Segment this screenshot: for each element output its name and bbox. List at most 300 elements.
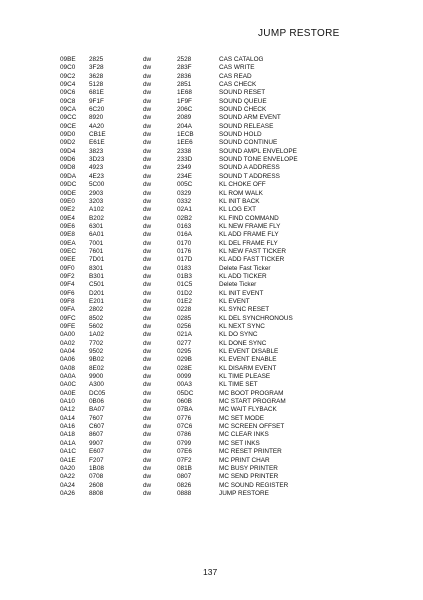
address-cell: 09FA (60, 306, 75, 314)
address-cell: 09C0 (60, 64, 76, 72)
address-cell: 0A1C (60, 448, 76, 456)
value-cell: 07C6 (177, 423, 193, 431)
bytes-cell: 2608 (89, 481, 104, 489)
value-cell: 2089 (177, 114, 192, 122)
table-row (0, 473, 423, 481)
address-cell: 09BE (60, 56, 76, 63)
table-row (0, 89, 423, 97)
table-row (0, 323, 423, 331)
directive-cell: dw (143, 147, 152, 155)
address-cell: 09FE (60, 323, 76, 330)
bytes-cell: 3D23 (89, 156, 105, 164)
label-cell: KL INIT EVENT (219, 289, 264, 297)
table-row (0, 490, 423, 498)
directive-cell: dw (143, 164, 152, 172)
value-cell: 233D (177, 156, 193, 164)
table-row (0, 164, 423, 172)
label-cell: KL DEL SYNCHRONOUS (219, 314, 293, 322)
value-cell: 0285 (177, 314, 192, 322)
value-cell: 029B (177, 356, 192, 364)
label-cell: MC SEND PRINTER (219, 473, 279, 481)
bytes-cell: E61E (89, 139, 105, 147)
bytes-cell: D201 (89, 289, 105, 297)
label-cell: MC SET MODE (219, 414, 264, 422)
label-cell: KL NEXT SYNC (219, 323, 265, 330)
label-cell: KL EVENT ENABLE (219, 356, 277, 364)
directive-cell: dw (143, 464, 152, 472)
bytes-cell: 3203 (89, 197, 104, 205)
table-row (0, 331, 423, 339)
directive-cell: dw (143, 289, 152, 297)
directive-cell: dw (143, 481, 152, 489)
directive-cell: dw (143, 281, 152, 289)
address-cell: 0A06 (60, 356, 75, 364)
label-cell: SOUND CONTINUE (219, 139, 278, 147)
bytes-cell: 681E (89, 89, 104, 97)
table-row (0, 256, 423, 264)
directive-cell: dw (143, 314, 152, 322)
value-cell: 060B (177, 398, 192, 406)
value-cell: 2338 (177, 147, 192, 155)
address-cell: 0A1E (60, 456, 76, 464)
address-cell: 09E6 (60, 222, 75, 230)
table-row (0, 106, 423, 114)
table-row (0, 448, 423, 456)
directive-cell: dw (143, 489, 152, 497)
table-row (0, 123, 423, 131)
directive-cell: dw (143, 197, 152, 205)
table-row (0, 465, 423, 473)
address-cell: 09EA (60, 239, 76, 247)
value-cell: 234E (177, 172, 192, 180)
directive-cell: dw (143, 122, 152, 130)
table-row (0, 248, 423, 256)
table-row (0, 223, 423, 231)
directive-cell: dw (143, 189, 152, 197)
directive-cell: dw (143, 256, 152, 264)
bytes-cell: 5602 (89, 323, 104, 330)
value-cell: 0176 (177, 247, 192, 255)
directive-cell: dw (143, 114, 152, 122)
address-cell: 09E8 (60, 231, 75, 239)
value-cell: 01B3 (177, 272, 192, 280)
address-cell: 09E4 (60, 214, 75, 222)
bytes-cell: 4A20 (89, 122, 104, 130)
bytes-cell: 6A01 (89, 231, 104, 239)
value-cell: 2851 (177, 81, 192, 89)
bytes-cell: 4E23 (89, 172, 104, 180)
bytes-cell: 7001 (89, 239, 104, 247)
table-row (0, 365, 423, 373)
value-cell: 0799 (177, 439, 192, 447)
table-row (0, 215, 423, 223)
value-cell: 081B (177, 464, 192, 472)
label-cell: KL ADD FRAME FLY (219, 231, 279, 239)
bytes-cell: 9900 (89, 373, 104, 381)
value-cell: 0295 (177, 348, 192, 356)
label-cell: SOUND ARM EVENT (219, 114, 281, 122)
label-cell: SOUND T ADDRESS (219, 172, 280, 180)
value-cell: 0099 (177, 373, 192, 381)
table-row (0, 181, 423, 189)
table-row (0, 156, 423, 164)
bytes-cell: 3628 (89, 72, 104, 80)
label-cell: CAS WRITE (219, 64, 255, 72)
table-row (0, 373, 423, 381)
directive-cell: dw (143, 81, 152, 89)
table-row (0, 298, 423, 306)
directive-cell: dw (143, 398, 152, 406)
page-number: 137 (203, 567, 218, 577)
label-cell: MC CLEAR INKS (219, 431, 269, 439)
directive-cell: dw (143, 56, 152, 63)
directive-cell: dw (143, 323, 152, 330)
label-cell: KL DEL FRAME FLY (219, 239, 278, 247)
label-cell: KL CHOKE OFF (219, 181, 266, 189)
label-cell: MC BOOT PROGRAM (219, 389, 284, 397)
address-cell: 09D6 (60, 156, 76, 164)
bytes-cell: 4923 (89, 164, 104, 172)
table-row (0, 240, 423, 248)
table-row (0, 306, 423, 314)
value-cell: 0163 (177, 222, 192, 230)
label-cell: KL SYNC RESET (219, 306, 270, 314)
label-cell: KL NEW FAST TICKER (219, 247, 286, 255)
directive-cell: dw (143, 72, 152, 80)
address-cell: 0A04 (60, 348, 75, 356)
address-cell: 09F0 (60, 264, 75, 272)
bytes-cell: 8808 (89, 489, 104, 497)
value-cell: 01C5 (177, 281, 193, 289)
label-cell: KL FIND COMMAND (219, 214, 279, 222)
label-cell: MC WAIT FLYBACK (219, 406, 277, 414)
value-cell: 1F9F (177, 97, 192, 105)
label-cell: SOUND QUEUE (219, 97, 267, 105)
directive-cell: dw (143, 272, 152, 280)
value-cell: 0332 (177, 197, 192, 205)
address-cell: 0A20 (60, 464, 75, 472)
directive-cell: dw (143, 348, 152, 356)
value-cell: 0826 (177, 481, 192, 489)
bytes-cell: B301 (89, 272, 104, 280)
table-row (0, 440, 423, 448)
value-cell: 2528 (177, 56, 192, 63)
bytes-cell: 6301 (89, 222, 104, 230)
directive-cell: dw (143, 414, 152, 422)
directive-cell: dw (143, 423, 152, 431)
address-cell: 0A02 (60, 339, 75, 347)
directive-cell: dw (143, 373, 152, 381)
table-row (0, 315, 423, 323)
address-cell: 09E0 (60, 197, 75, 205)
label-cell: KL EVENT DISABLE (219, 348, 279, 356)
address-cell: 09C6 (60, 89, 76, 97)
table-row (0, 81, 423, 89)
directive-cell: dw (143, 306, 152, 314)
directive-cell: dw (143, 389, 152, 397)
label-cell: MC SOUND REGISTER (219, 481, 289, 489)
table-row (0, 131, 423, 139)
address-cell: 09CA (60, 106, 76, 114)
address-cell: 09D2 (60, 139, 76, 147)
label-cell: KL INIT BACK (219, 197, 260, 205)
label-cell: Delete Ticker (219, 281, 257, 289)
value-cell: 2349 (177, 164, 192, 172)
label-cell: KL DONE SYNC (219, 339, 267, 347)
label-cell: KL NEW FRAME FLY (219, 222, 281, 230)
address-cell: 09C2 (60, 72, 76, 80)
label-cell: KL ADD FAST TICKER (219, 256, 285, 264)
address-cell: 09D0 (60, 131, 76, 139)
bytes-cell: 2802 (89, 306, 104, 314)
table-row (0, 64, 423, 72)
address-cell: 09F8 (60, 297, 75, 305)
address-cell: 09CE (60, 122, 76, 130)
bytes-cell: 5C00 (89, 181, 105, 189)
address-cell: 0A0E (60, 389, 76, 397)
label-cell: SOUND RELEASE (219, 122, 274, 130)
directive-cell: dw (143, 231, 152, 239)
table-row (0, 482, 423, 490)
address-cell: 09E2 (60, 206, 75, 214)
label-cell: SOUND CHECK (219, 106, 267, 114)
directive-cell: dw (143, 139, 152, 147)
value-cell: 0329 (177, 189, 192, 197)
address-cell: 0A0A (60, 373, 76, 381)
directive-cell: dw (143, 331, 152, 339)
bytes-cell: 9907 (89, 439, 104, 447)
address-cell: 0A12 (60, 406, 75, 414)
table-row (0, 356, 423, 364)
directive-cell: dw (143, 172, 152, 180)
value-cell: 0888 (177, 489, 192, 497)
bytes-cell: 9B02 (89, 356, 104, 364)
bytes-cell: A300 (89, 381, 104, 389)
value-cell: 07E6 (177, 448, 192, 456)
bytes-cell: 8607 (89, 431, 104, 439)
label-cell: MC SET INKS (219, 439, 260, 447)
table-row (0, 423, 423, 431)
directive-cell: dw (143, 448, 152, 456)
value-cell: 02B2 (177, 214, 192, 222)
address-cell: 0A22 (60, 473, 75, 481)
value-cell: 0786 (177, 431, 192, 439)
address-cell: 09DC (60, 181, 77, 189)
directive-cell: dw (143, 214, 152, 222)
table-row (0, 114, 423, 122)
bytes-cell: B202 (89, 214, 104, 222)
directive-cell: dw (143, 381, 152, 389)
address-cell: 09C8 (60, 97, 76, 105)
bytes-cell: CB1E (89, 131, 106, 139)
value-cell: 00A3 (177, 381, 192, 389)
value-cell: 0170 (177, 239, 192, 247)
table-row (0, 273, 423, 281)
address-cell: 0A14 (60, 414, 75, 422)
bytes-cell: 7601 (89, 247, 104, 255)
directive-cell: dw (143, 431, 152, 439)
address-cell: 0A1A (60, 439, 76, 447)
label-cell: KL ADD TICKER (219, 272, 267, 280)
value-cell: 0183 (177, 264, 192, 272)
label-cell: SOUND RESET (219, 89, 266, 97)
value-cell: 0277 (177, 339, 192, 347)
bytes-cell: 7D01 (89, 256, 105, 264)
directive-cell: dw (143, 64, 152, 72)
bytes-cell: 2903 (89, 189, 104, 197)
value-cell: 0256 (177, 323, 192, 330)
bytes-cell: 7702 (89, 339, 104, 347)
value-cell: 07F2 (177, 456, 192, 464)
bytes-cell: 9502 (89, 348, 104, 356)
bytes-cell: 3F28 (89, 64, 104, 72)
label-cell: KL EVENT (219, 297, 250, 305)
bytes-cell: 1B08 (89, 464, 104, 472)
table-row (0, 98, 423, 106)
value-cell: 0228 (177, 306, 192, 314)
address-cell: 09F2 (60, 272, 75, 280)
table-row (0, 348, 423, 356)
address-cell: 0A08 (60, 364, 75, 372)
directive-cell: dw (143, 247, 152, 255)
value-cell: 016A (177, 231, 192, 239)
table-row (0, 415, 423, 423)
directive-cell: dw (143, 264, 152, 272)
directive-cell: dw (143, 97, 152, 105)
bytes-cell: BA07 (89, 406, 105, 414)
label-cell: KL TIME SET (219, 381, 258, 389)
bytes-cell: A102 (89, 206, 104, 214)
bytes-cell: 2825 (89, 56, 104, 63)
bytes-cell: 8920 (89, 114, 104, 122)
label-cell: SOUND HOLD (219, 131, 262, 139)
table-row (0, 56, 423, 64)
table-row (0, 173, 423, 181)
value-cell: 283F (177, 64, 192, 72)
directive-cell: dw (143, 89, 152, 97)
address-cell: 0A26 (60, 489, 75, 497)
bytes-cell: 3823 (89, 147, 104, 155)
address-cell: 0A10 (60, 398, 75, 406)
directive-cell: dw (143, 239, 152, 247)
value-cell: 017D (177, 256, 193, 264)
directive-cell: dw (143, 206, 152, 214)
directive-cell: dw (143, 131, 152, 139)
value-cell: 2836 (177, 72, 192, 80)
value-cell: 206C (177, 106, 193, 114)
table-row (0, 265, 423, 273)
directive-cell: dw (143, 297, 152, 305)
address-cell: 09F4 (60, 281, 75, 289)
address-cell: 0A16 (60, 423, 75, 431)
value-cell: 1ECB (177, 131, 194, 139)
label-cell: SOUND AMPL ENVELOPE (219, 147, 297, 155)
jump-table-listing (0, 56, 423, 498)
label-cell: MC RESET PRINTER (219, 448, 282, 456)
value-cell: 005C (177, 181, 193, 189)
bytes-cell: C501 (89, 281, 105, 289)
value-cell: 204A (177, 122, 192, 130)
bytes-cell: 1A02 (89, 331, 104, 339)
label-cell: CAS CHECK (219, 81, 257, 89)
address-cell: 0A00 (60, 331, 75, 339)
bytes-cell: F207 (89, 456, 104, 464)
label-cell: KL LOG EXT (219, 206, 257, 214)
value-cell: 01D2 (177, 289, 193, 297)
bytes-cell: 8502 (89, 314, 104, 322)
label-cell: JUMP RESTORE (219, 489, 269, 497)
value-cell: 021A (177, 331, 192, 339)
value-cell: 1E68 (177, 89, 192, 97)
bytes-cell: 5128 (89, 81, 104, 89)
directive-cell: dw (143, 156, 152, 164)
label-cell: CAS CATALOG (219, 56, 264, 63)
address-cell: 09CC (60, 114, 77, 122)
address-cell: 09FC (60, 314, 76, 322)
value-cell: 1EE6 (177, 139, 193, 147)
address-cell: 09DE (60, 189, 76, 197)
directive-cell: dw (143, 106, 152, 114)
table-row (0, 281, 423, 289)
label-cell: SOUND TONE ENVELOPE (219, 156, 298, 164)
bytes-cell: E201 (89, 297, 104, 305)
address-cell: 0A18 (60, 431, 75, 439)
value-cell: 02A1 (177, 206, 192, 214)
directive-cell: dw (143, 364, 152, 372)
table-row (0, 340, 423, 348)
table-row (0, 206, 423, 214)
address-cell: 09C4 (60, 81, 76, 89)
value-cell: 07BA (177, 406, 193, 414)
bytes-cell: 9F1F (89, 97, 104, 105)
label-cell: CAS READ (219, 72, 252, 80)
bytes-cell: 0708 (89, 473, 104, 481)
directive-cell: dw (143, 406, 152, 414)
address-cell: 0A24 (60, 481, 75, 489)
table-row (0, 457, 423, 465)
label-cell: Delete Fast Ticker (219, 264, 271, 272)
bytes-cell: 0B06 (89, 398, 104, 406)
address-cell: 09EE (60, 256, 76, 264)
table-row (0, 148, 423, 156)
directive-cell: dw (143, 181, 152, 189)
address-cell: 09D8 (60, 164, 76, 172)
directive-cell: dw (143, 222, 152, 230)
label-cell: SOUND A ADDRESS (219, 164, 280, 172)
table-row (0, 198, 423, 206)
bytes-cell: E607 (89, 448, 104, 456)
table-row (0, 139, 423, 147)
table-row (0, 390, 423, 398)
bytes-cell: 8E02 (89, 364, 104, 372)
table-row (0, 290, 423, 298)
bytes-cell: 7607 (89, 414, 104, 422)
label-cell: KL DISARM EVENT (219, 364, 277, 372)
directive-cell: dw (143, 356, 152, 364)
bytes-cell: C607 (89, 423, 105, 431)
label-cell: KL DO SYNC (219, 331, 258, 339)
page-header-title: JUMP RESTORE (258, 28, 340, 39)
label-cell: KL TIME PLEASE (219, 373, 271, 381)
value-cell: 01E2 (177, 297, 192, 305)
table-row (0, 73, 423, 81)
label-cell: KL ROM WALK (219, 189, 263, 197)
directive-cell: dw (143, 339, 152, 347)
value-cell: 0776 (177, 414, 192, 422)
value-cell: 028E (177, 364, 192, 372)
bytes-cell: DC05 (89, 389, 106, 397)
directive-cell: dw (143, 456, 152, 464)
